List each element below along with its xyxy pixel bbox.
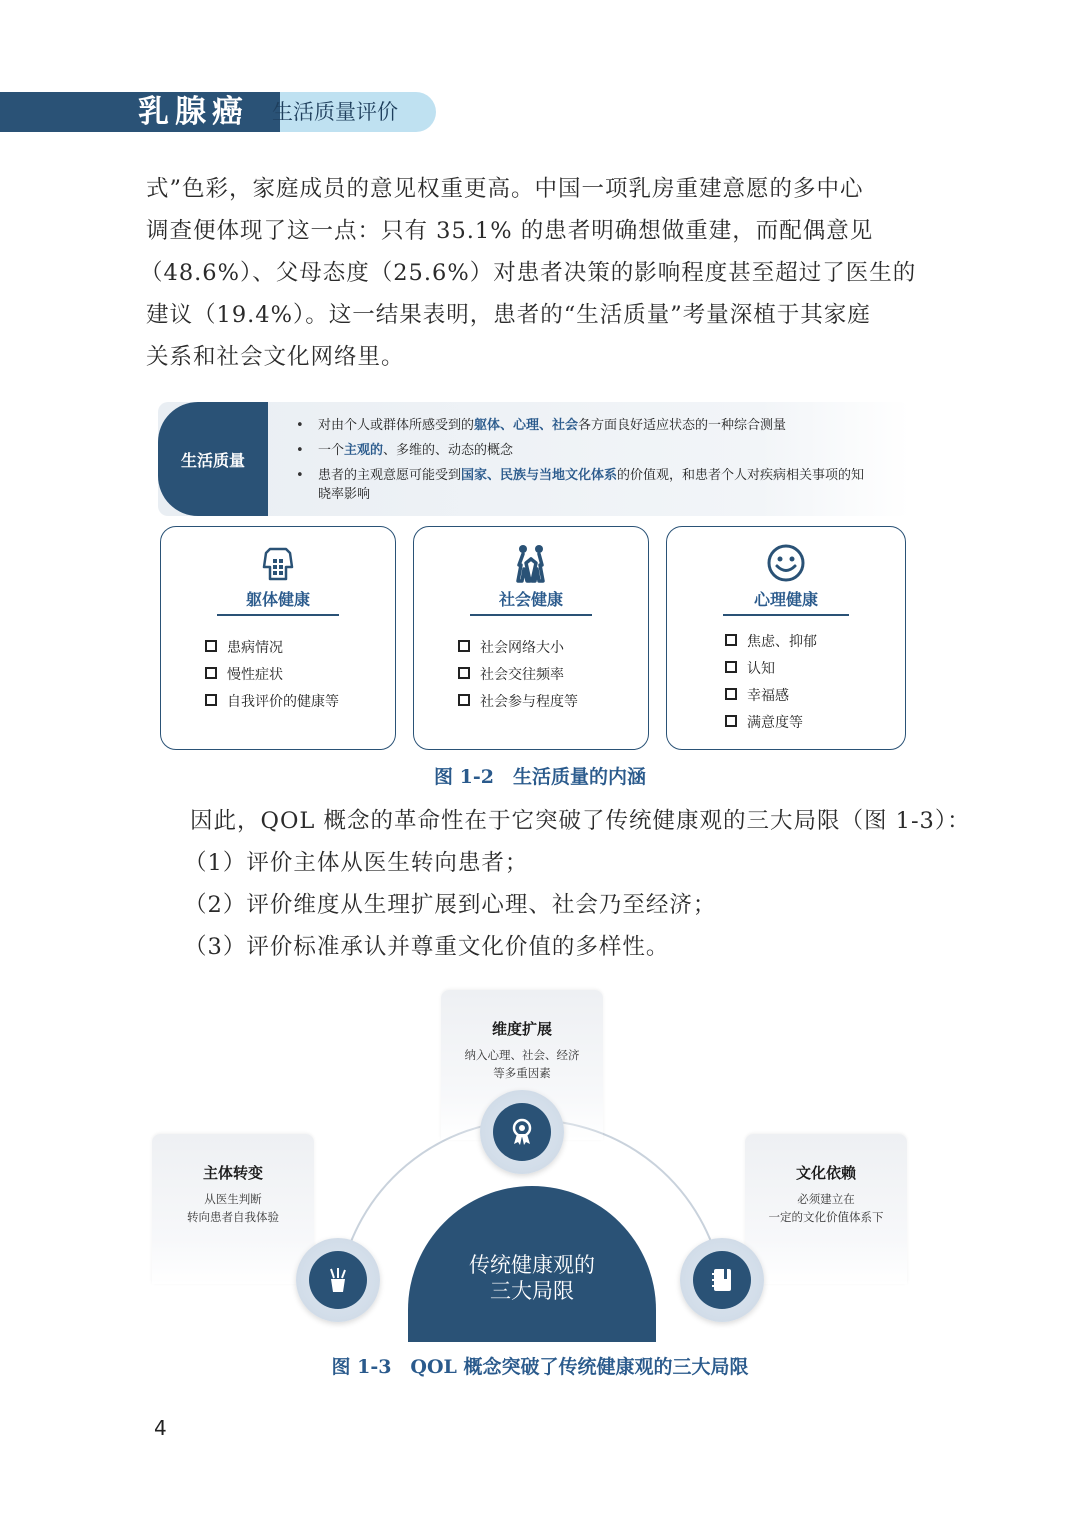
- box-desc: 从医生判断 转向患者自我体验: [187, 1192, 279, 1224]
- card-item-list: [458, 635, 578, 716]
- text-line: 式”色彩，家庭成员的意见权重更高。中国一项乳房重建意愿的多中心: [146, 176, 864, 202]
- box-desc: 纳入心理、社会、经济 等多重因素: [464, 1048, 580, 1080]
- card-divider: [470, 614, 592, 616]
- definition-bullet: • 一个主观的、多维的、动态的概念: [296, 441, 876, 460]
- award-ribbon-icon: [507, 1117, 537, 1147]
- list-item: 慢性症状: [205, 662, 339, 689]
- page-number: 4: [154, 1416, 167, 1440]
- text-line: 建议（19.4%）。这一结果表明，患者的“生活质量”考量深植于其家庭: [146, 302, 871, 328]
- book-title: 乳腺癌: [138, 94, 249, 130]
- checkbox-icon: [458, 694, 470, 706]
- box-title: 主体转变: [202, 1164, 263, 1182]
- box-title: 文化依赖: [795, 1164, 856, 1182]
- list-item: 社会网络大小: [458, 635, 578, 662]
- figure-caption-1-3: 图 1-3 QOL 概念突破了传统健康观的三大局限: [331, 1356, 749, 1378]
- notebook-icon: [707, 1265, 737, 1295]
- card-title: 社会健康: [498, 590, 563, 609]
- pencil-cup-circle: [296, 1238, 380, 1322]
- award-circle: [480, 1090, 564, 1174]
- checkbox-icon: [725, 715, 737, 727]
- qol-definition-list: [296, 416, 876, 510]
- list-item: 满意度等: [725, 710, 817, 737]
- definition-bullet: • 患者的主观意愿可能受到国家、民族与当地文化体系的价值观，和患者个人对疾病相关事项的知晓率影响: [296, 466, 876, 504]
- pencil-cup-icon: [323, 1265, 353, 1295]
- list-item: 幸福感: [725, 683, 817, 710]
- text-line: 关系和社会文化网络里。: [146, 344, 405, 370]
- chapter-header: [0, 92, 436, 132]
- list-item: 认知: [725, 656, 817, 683]
- body-paragraph-1: [140, 168, 926, 378]
- center-label: 传统健康观的 三大局限: [469, 1253, 595, 1303]
- box-title: 维度扩展: [491, 1020, 552, 1038]
- qol-label: 生活质量: [158, 402, 268, 516]
- box-subject-shift: [152, 1134, 314, 1284]
- figure-caption-1-2: 图 1-2 生活质量的内涵: [434, 766, 646, 788]
- card-item-list: [725, 629, 817, 737]
- card-social-health: [413, 526, 649, 750]
- notebook-circle: [680, 1238, 764, 1322]
- text-line: （48.6%）、父母态度（25.6%）对患者决策的影响程度甚至超过了医生的: [140, 260, 917, 286]
- checkbox-icon: [458, 640, 470, 652]
- checkbox-icon: [725, 688, 737, 700]
- list-item: 患病情况: [205, 635, 339, 662]
- body-paragraph-2: [184, 800, 971, 968]
- definition-bullet: • 对由个人或群体所感受到的躯体、心理、社会各方面良好适应状态的一种综合测量: [296, 416, 876, 435]
- center-dome: [408, 1186, 656, 1342]
- checkbox-icon: [458, 667, 470, 679]
- checkbox-icon: [205, 694, 217, 706]
- text-line: （2）评价维度从生理扩展到心理、社会乃至经济；: [184, 892, 717, 918]
- text-line: 因此，QOL 概念的革命性在于它突破了传统健康观的三大局限（图 1-3）：: [190, 808, 971, 834]
- text-line: 调查便体现了这一点：只有 35.1% 的患者明确想做重建，而配偶意见: [146, 218, 874, 244]
- checkbox-icon: [725, 634, 737, 646]
- card-divider: [217, 614, 339, 616]
- list-item: 社会交往频率: [458, 662, 578, 689]
- list-item: 自我评价的健康等: [205, 689, 339, 716]
- card-item-list: [205, 635, 339, 716]
- body-icon: [256, 541, 300, 585]
- card-mental-health: [666, 526, 906, 750]
- list-item: 社会参与程度等: [458, 689, 578, 716]
- people-icon: [509, 541, 553, 585]
- card-title: 躯体健康: [245, 590, 310, 609]
- box-desc: 必须建立在 一定的文化价值体系下: [768, 1192, 884, 1224]
- checkbox-icon: [205, 667, 217, 679]
- text-line: （3）评价标准承认并尊重文化价值的多样性。: [184, 934, 670, 960]
- text-line: （1）评价主体从医生转向患者；: [184, 850, 529, 876]
- checkbox-icon: [205, 640, 217, 652]
- book-subtitle: 生活质量评价: [272, 100, 398, 124]
- checkbox-icon: [725, 661, 737, 673]
- qol-definition-panel: [158, 402, 910, 516]
- smiley-icon: [764, 541, 808, 585]
- card-title: 心理健康: [753, 590, 818, 609]
- card-physical-health: [160, 526, 396, 750]
- list-item: 焦虑、抑郁: [725, 629, 817, 656]
- card-divider: [723, 614, 849, 616]
- box-cultural-dependence: [745, 1134, 907, 1284]
